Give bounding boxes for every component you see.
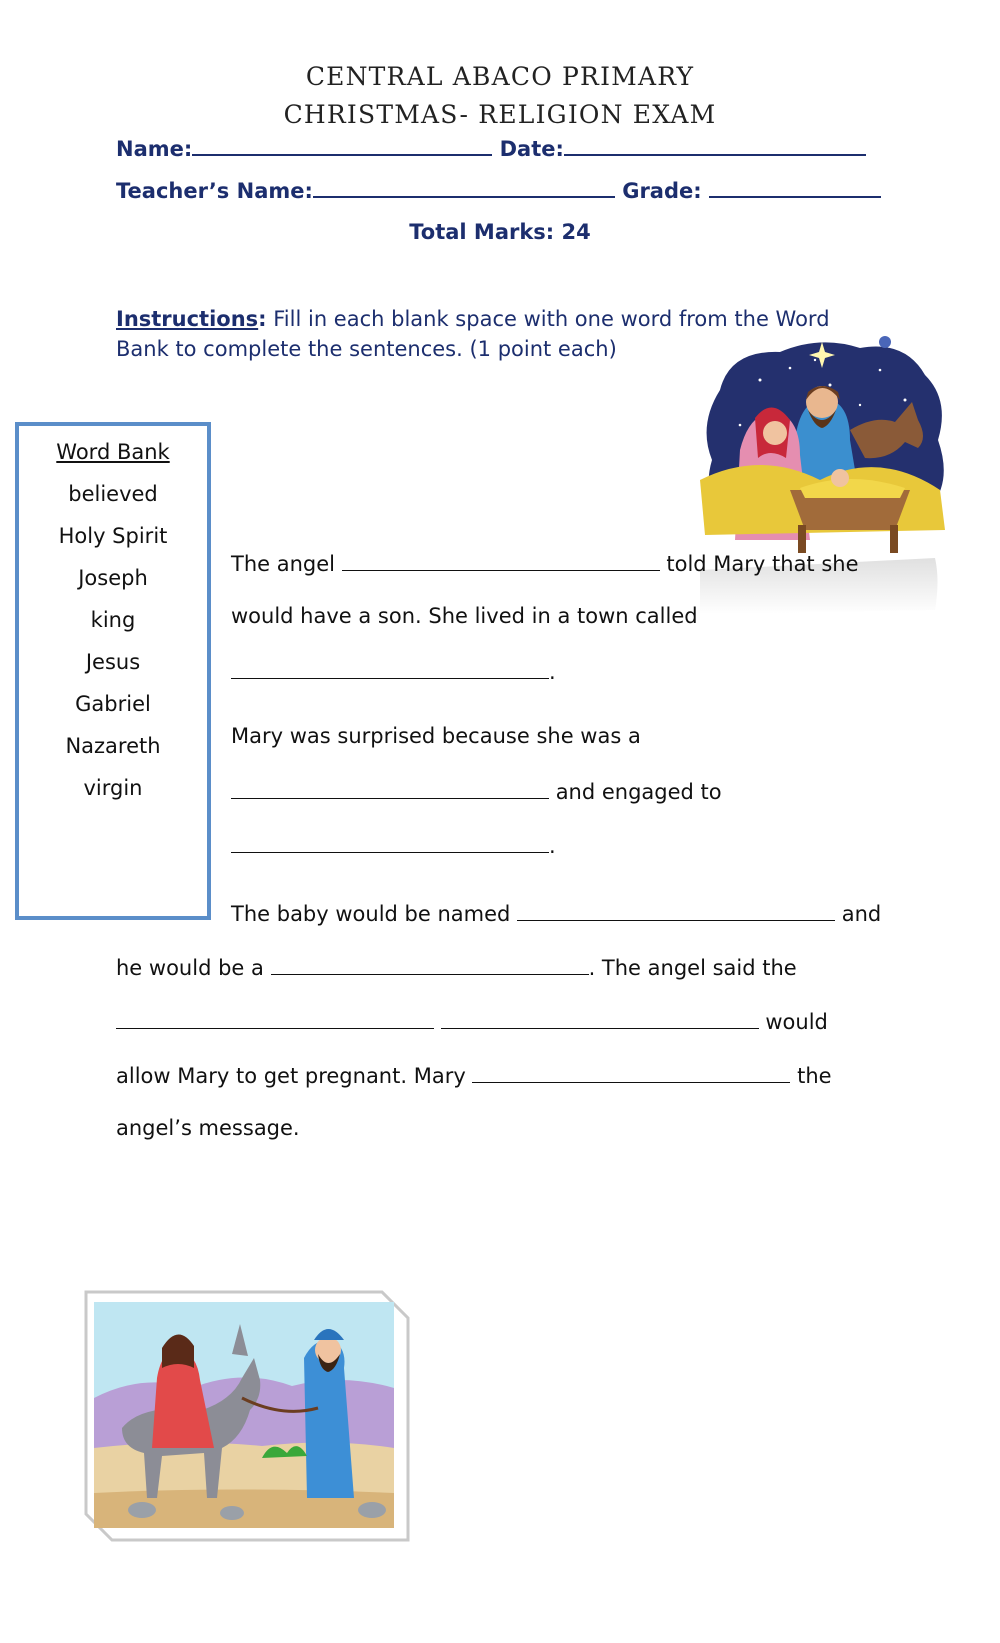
passage-line-1: The angel told Mary that she <box>231 552 859 576</box>
blank-believed[interactable] <box>472 1062 790 1083</box>
name-field[interactable] <box>192 136 492 156</box>
blank-engaged[interactable] <box>231 832 549 853</box>
name-row <box>116 136 866 161</box>
passage-line-4: Mary was surprised because she was a <box>231 724 641 748</box>
passage-line-10: allow Mary to get pregnant. Mary the <box>116 1064 832 1088</box>
total-marks: Total Marks: 24 <box>409 220 591 244</box>
passage-line-8: he would be a . The angel said the <box>116 956 797 980</box>
word-bank-item: Gabriel <box>75 692 151 716</box>
blank-king[interactable] <box>271 954 589 975</box>
instructions-text: Fill in each blank space with one word from the Word Bank to complete the sentences. (1 point each) <box>116 307 830 361</box>
passage-line-6: . <box>231 832 556 858</box>
name-label: Name: <box>116 137 193 161</box>
word-bank-item: Nazareth <box>65 734 161 758</box>
blank-angel[interactable] <box>342 550 660 571</box>
exam-title: CHRISTMAS- RELIGION EXAM <box>283 100 717 129</box>
date-field[interactable] <box>564 136 866 156</box>
grade-field[interactable] <box>709 178 881 198</box>
teacher-field[interactable] <box>313 178 615 198</box>
passage-line-5: and engaged to <box>231 778 722 804</box>
school-title: CENTRAL ABACO PRIMARY <box>305 62 695 91</box>
blank-holy[interactable] <box>116 1008 434 1029</box>
word-bank-item: virgin <box>83 776 143 800</box>
word-bank-title: Word Bank <box>56 440 170 464</box>
word-bank-item: Jesus <box>85 650 141 674</box>
passage-line-3: . <box>231 658 556 684</box>
word-bank-item: Holy Spirit <box>58 524 168 548</box>
blank-virgin[interactable] <box>231 778 549 799</box>
word-bank-item: king <box>90 608 136 632</box>
blank-named[interactable] <box>517 900 835 921</box>
blank-spirit[interactable] <box>441 1008 759 1029</box>
grade-label: Grade: <box>622 179 702 203</box>
word-bank-item: believed <box>68 482 158 506</box>
word-bank <box>15 422 211 920</box>
teacher-label: Teacher’s Name: <box>116 179 313 203</box>
instructions: Instructions: Fill in each blank space with one word from the Word Bank to complete the sentences. (1 point each) <box>116 307 830 361</box>
nativity-illustration <box>700 330 955 640</box>
mary-joseph-donkey-illustration <box>82 1288 412 1544</box>
passage-line-2: would have a son. She lived in a town called <box>231 604 698 628</box>
passage-line-7: The baby would be named and <box>231 902 882 926</box>
instructions-label: Instructions <box>116 307 259 331</box>
passage-line-11: angel’s message. <box>116 1116 300 1140</box>
blank-town[interactable] <box>231 658 549 679</box>
word-bank-item: Joseph <box>78 566 148 590</box>
passage-line-9: would <box>116 1008 828 1034</box>
teacher-row <box>116 178 881 203</box>
date-label: Date: <box>499 137 564 161</box>
